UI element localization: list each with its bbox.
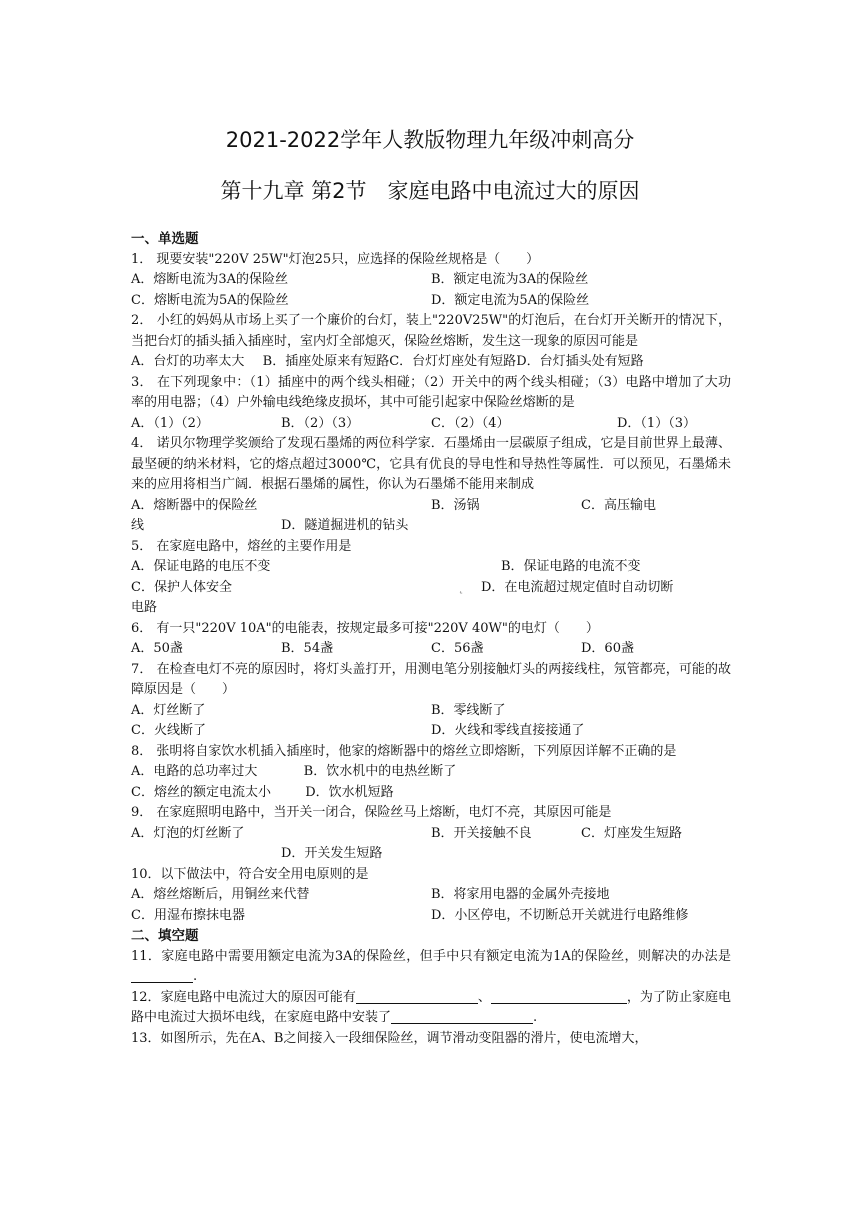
document-body: [131, 229, 731, 1049]
question-9-stem: 9． 在家庭照明电路中，当开关一闭合，保险丝马上熔断，电灯不亮，其原因可能是: [131, 805, 612, 820]
question-5-options-row-2: [131, 578, 731, 599]
question-3-stem: 3． 在下列现象中：（1）插座中的两个线头相碰；（2）开关中的两个线头相碰；（3）电路中增加了大功率的用电器；（4）户外输电线绝缘皮损坏，其中可能引起家中保险丝熔断的是: [131, 374, 731, 410]
question-10-option-c: C．用湿布擦抹电器: [131, 907, 245, 923]
question-5-option-c: C．保护人体安全: [131, 579, 232, 595]
question-3-option-c: C．（2）（4）: [431, 415, 510, 431]
question-5-option-b: B．保证电路的电流不变: [501, 559, 641, 574]
question-9-option-a: A．灯泡的灯丝断了: [131, 825, 245, 841]
question-8-stem: 8． 张明将自家饮水机插入插座时，他家的熔断器中的熔丝立即熔断，下列原因详解不正确的是: [131, 743, 677, 759]
question-7-option-a: A．灯丝断了: [131, 702, 206, 718]
question-5-stem: 5． 在家庭电路中，熔丝的主要作用是: [131, 538, 352, 554]
question-1-options-row-2: [131, 291, 731, 312]
question-7-option-c: C．火线断了: [131, 723, 206, 738]
question-9-option-b: B．开关接触不良: [431, 825, 532, 841]
question-5-option-d-wrap: 电路: [131, 600, 158, 615]
question-9-options-row-2: [131, 844, 731, 865]
question-6-stem: 6． 有一只"220V 10A"的电能表，按规定最多可接"220V 40W"的电灯（ ）: [131, 620, 599, 636]
question-6-option-b: B．54盏: [281, 641, 334, 656]
question-12-text: 12．家庭电路中电流过大的原因可能有: [131, 989, 356, 1005]
answer-blank: [356, 989, 478, 1004]
question-12-end: .: [533, 1010, 538, 1025]
document-title: 2021-2022学年人教版物理九年级冲刺高分: [225, 128, 635, 152]
question-8-options-row-2: [131, 783, 731, 804]
question-10-options-row-2: [131, 906, 731, 927]
question-4-option-c: C．高压输电: [581, 497, 656, 513]
question-2-option-c: C．台灯灯座处有短路: [389, 354, 517, 369]
document-subtitle: 第十九章 第2节 家庭电路中电流过大的原因: [220, 179, 640, 203]
question-3-option-a: A．（1）（2）: [131, 415, 209, 431]
question-7-stem: 7． 在检查电灯不亮的原因时，将灯头盖打开，用测电笔分别接触灯头的两接线柱，氖管都亮，可能的故障原因是（ ）: [131, 661, 731, 697]
question-2-option-b: B．插座处原来有短路: [262, 354, 390, 369]
question-5-options-row-1: [131, 557, 731, 578]
question-11-text: 11．家庭电路中需要用额定电流为3A的保险丝，但手中只有额定电流为1A的保险丝，则解决的办法是: [131, 948, 731, 964]
question-10-stem: 10．以下做法中，符合安全用电原则的是: [131, 866, 369, 882]
question-3-option-b: B．（2）（3）: [281, 415, 360, 431]
question-3-option-d: D．（1）（3）: [617, 415, 696, 431]
question-10-option-a: A．熔丝熔断后，用铜丝来代替: [131, 887, 310, 902]
question-9-option-d: D．开关发生短路: [281, 846, 383, 861]
question-10-options-row-1: [131, 885, 731, 906]
answer-blank: [391, 1009, 533, 1024]
question-4-option-c-wrap: 线: [131, 518, 145, 533]
question-1-option-d: D．额定电流为5A的保险丝: [431, 292, 590, 308]
question-11: [131, 947, 731, 988]
question-5-option-a: A．保证电路的电压不变: [131, 559, 271, 574]
question-4-stem: 4． 诺贝尔物理学奖颁给了发现石墨烯的两位科学家．石墨烯由一层碳原子组成，它是目前世界上最薄、最坚硬的纳米材料，它的熔点超过3000℃，它具有优良的导电性和导热性等属性．可以预见，石墨烯未来的应用将相当广阔．根据石墨烯的属性，你认为石墨烯不能用来制成: [131, 436, 731, 492]
question-5-option-d: D．在电流超过规定值时自动切断: [481, 579, 674, 595]
question-2-options: [131, 352, 731, 373]
question-8-options-row-1: [131, 762, 731, 783]
question-8-option-d: D．饮水机短路: [305, 784, 394, 800]
question-10-option-b: B．将家用电器的金属外壳接地: [431, 887, 610, 902]
question-1-option-c: C．熔断电流为5A的保险丝: [131, 292, 289, 308]
section-heading-single-choice: 一、单选题: [131, 231, 199, 247]
question-6-option-c: C．56盏: [431, 641, 484, 656]
question-7-option-b: B．零线断了: [431, 702, 506, 718]
question-2-option-a: A．台灯的功率太大: [131, 354, 245, 369]
question-6-option-d: D．60盏: [581, 641, 634, 656]
question-10-option-d: D．小区停电，不切断总开关就进行电路维修: [431, 907, 689, 923]
answer-blank: [491, 989, 627, 1004]
question-6-options: [131, 639, 731, 660]
question-4-option-d: D．隧道掘进机的钻头: [281, 518, 409, 533]
question-2-stem: 2． 小红的妈妈从市场上买了一个廉价的台灯，装上"220V25W"的灯泡后，在台灯开关断开的情况下，当把台灯的插头插入插座时，室内灯全部熄灭，保险丝熔断，发生这一现象的原因可能是: [131, 313, 731, 349]
question-8-option-b: B．饮水机中的电热丝断了: [303, 764, 457, 779]
question-8-option-a: A．电路的总功率过大: [131, 764, 258, 779]
question-12-text-2: ，为了防止家庭电路中电流过大损坏电线，在家庭电路中安装了: [131, 989, 731, 1025]
question-9-options-row-1: [131, 824, 731, 845]
question-11-end: .: [193, 969, 198, 984]
question-7-options-row-1: [131, 701, 731, 722]
question-4-options-row-1: [131, 496, 731, 517]
question-1-option-b: B．额定电流为3A的保险丝: [431, 272, 589, 287]
question-4-option-a: A．熔断器中的保险丝: [131, 497, 258, 513]
question-3-options: [131, 414, 731, 435]
stray-mark: ˛: [457, 579, 465, 595]
question-9-option-c: C．灯座发生短路: [581, 825, 682, 841]
question-12: [131, 988, 731, 1029]
question-1-option-a: A．熔断电流为3A的保险丝: [131, 272, 289, 287]
question-12-sep: 、: [477, 989, 491, 1005]
question-8-option-c: C．熔丝的额定电流太小: [131, 784, 271, 800]
question-4-options-row-2: [131, 516, 731, 537]
question-6-option-a: A．50盏: [131, 641, 183, 656]
question-1-stem: 1． 现要安装"220V 25W"灯泡25只，应选择的保险丝规格是（ ）: [131, 251, 540, 267]
question-2-option-d: D．台灯插头处有短路: [516, 354, 644, 369]
question-4-option-b: B．汤锅: [431, 497, 480, 513]
question-7-options-row-2: [131, 721, 731, 742]
section-heading-fill-in: 二、填空题: [131, 928, 199, 944]
answer-blank: [131, 968, 193, 983]
question-1-options-row-1: [131, 270, 731, 291]
question-13-stem: 13．如图所示，先在A、B之间接入一段细保险丝，调节滑动变阻器的滑片，使电流增大，: [131, 1030, 648, 1046]
question-7-option-d: D．火线和零线直接接通了: [431, 723, 585, 738]
